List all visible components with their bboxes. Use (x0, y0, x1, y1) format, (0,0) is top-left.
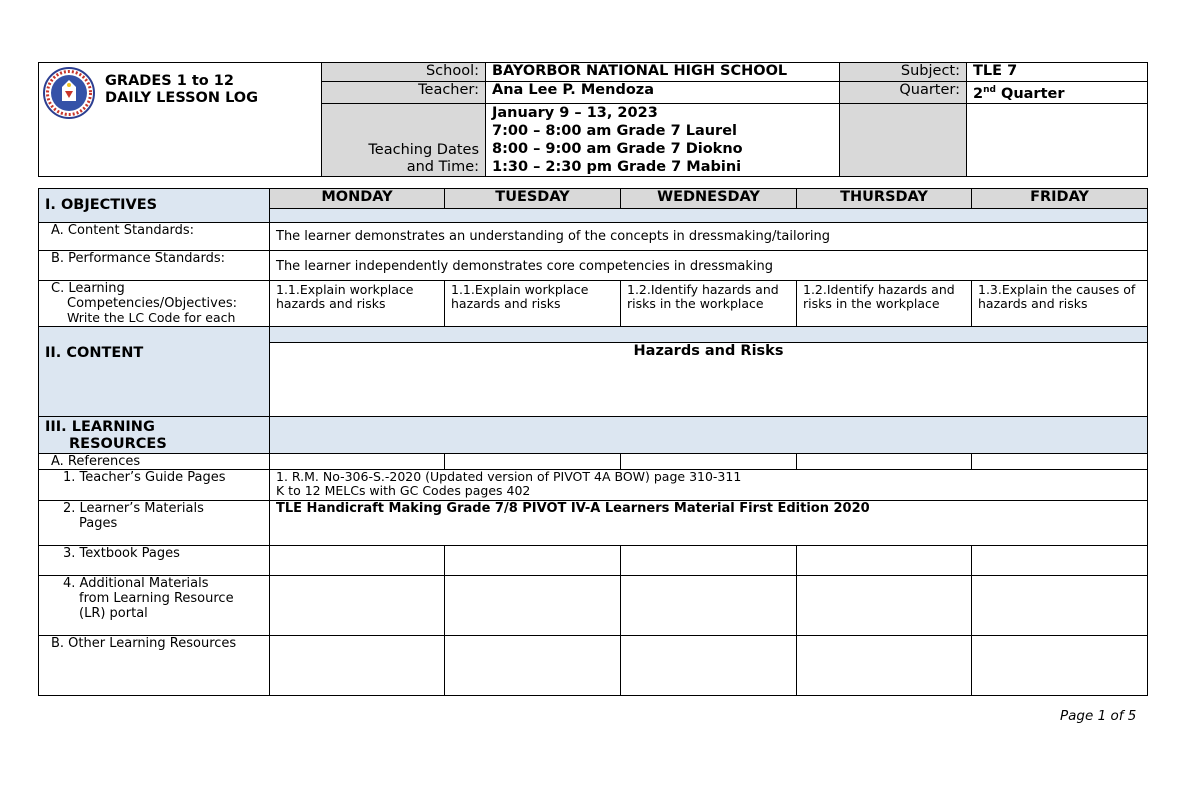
teacher-value: Ana Lee P. Mendoza (486, 82, 840, 104)
lr-heading-2: RESOURCES (69, 436, 167, 452)
objectives-blue-band (270, 209, 1148, 223)
empty-cell (967, 103, 1148, 176)
empty-cell (972, 576, 1148, 636)
school-label: School: (322, 63, 486, 82)
content-blue-band (270, 327, 1148, 343)
empty-cell (972, 636, 1148, 696)
empty-cell (270, 636, 445, 696)
day-monday: MONDAY (270, 189, 445, 209)
empty-cell (972, 546, 1148, 576)
teaching-dates-label-2: and Time: (406, 158, 479, 175)
competency-monday: 1.1.Explain workplace hazards and risks (270, 281, 445, 327)
lm-label-2: Pages (79, 516, 118, 531)
day-friday: FRIDAY (972, 189, 1148, 209)
teaching-dates-value (486, 103, 840, 176)
deped-seal-icon (43, 67, 95, 119)
empty-cell (972, 454, 1148, 470)
content-heading: II. CONTENT (39, 327, 270, 417)
quarter-suffix: nd (983, 85, 996, 95)
am-label-1: 4. Additional Materials (63, 576, 209, 591)
performance-standards-label: B. Performance Standards: (39, 251, 270, 281)
empty-cell (270, 576, 445, 636)
empty-cell (797, 636, 972, 696)
date-line: 1:30 – 2:30 pm Grade 7 Mabini (492, 158, 742, 175)
empty-cell (445, 546, 621, 576)
date-line: 7:00 – 8:00 am Grade 7 Laurel (492, 122, 738, 139)
learning-resources-heading (39, 417, 270, 454)
quarter-label: Quarter: (840, 82, 967, 104)
content-standards-value: The learner demonstrates an understanding of the concepts in dressmaking/tailoring (270, 223, 1148, 251)
day-wednesday: WEDNESDAY (621, 189, 797, 209)
empty-cell (270, 454, 445, 470)
empty-cell (270, 546, 445, 576)
quarter-value (967, 82, 1148, 104)
empty-cell (797, 546, 972, 576)
title-line-1: GRADES 1 to 12 (105, 73, 234, 89)
lc-label-3: Write the LC Code for each (67, 310, 236, 325)
lr-heading-1: III. LEARNING (45, 419, 155, 435)
teaching-dates-label-1: Teaching Dates (368, 141, 479, 158)
competency-tuesday: 1.1.Explain workplace hazards and risks (445, 281, 621, 327)
subject-value: TLE 7 (967, 63, 1148, 82)
empty-cell (621, 454, 797, 470)
title-cell (39, 63, 322, 177)
empty-cell (445, 576, 621, 636)
quarter-word: Quarter (995, 85, 1065, 102)
resources-blue-band (270, 417, 1148, 454)
objectives-heading: I. OBJECTIVES (39, 189, 270, 223)
competency-wednesday: 1.2.Identify hazards and risks in the workplace (621, 281, 797, 327)
textbook-pages-label: 3. Textbook Pages (39, 546, 270, 576)
am-label-3: (LR) portal (79, 606, 148, 621)
date-line: January 9 – 13, 2023 (492, 104, 658, 121)
tg-line-1: 1. R.M. No-306-S.-2020 (Updated version of PIVOT 4A BOW) page 310-311 (276, 469, 742, 484)
learning-competencies-label (39, 281, 270, 327)
empty-cell (445, 454, 621, 470)
learners-materials-label (39, 501, 270, 546)
header-table (38, 62, 1148, 177)
empty-cell (621, 546, 797, 576)
empty-cell (621, 576, 797, 636)
lc-label-2: Competencies/Objectives: (67, 296, 237, 311)
learners-materials-value: TLE Handicraft Making Grade 7/8 PIVOT IV-A Learners Material First Edition 2020 (270, 501, 1148, 546)
empty-cell (445, 636, 621, 696)
teaching-dates-label (322, 103, 486, 176)
content-topic: Hazards and Risks (270, 343, 1148, 417)
am-label-2: from Learning Resource (79, 591, 234, 606)
tg-line-2: K to 12 MELCs with GC Codes pages 402 (276, 483, 531, 498)
teachers-guide-value (270, 470, 1148, 501)
school-value: BAYORBOR NATIONAL HIGH SCHOOL (486, 63, 840, 82)
date-line: 8:00 – 9:00 am Grade 7 Diokno (492, 140, 743, 157)
page-number: Page 1 of 5 (1060, 708, 1137, 724)
subject-label: Subject: (840, 63, 967, 82)
competency-friday: 1.3.Explain the causes of hazards and risks (972, 281, 1148, 327)
lm-label-1: 2. Learner’s Materials (63, 501, 204, 516)
additional-materials-label (39, 576, 270, 636)
day-tuesday: TUESDAY (445, 189, 621, 209)
other-resources-label: B. Other Learning Resources (39, 636, 270, 696)
quarter-number: 2 (973, 85, 984, 102)
empty-cell (797, 454, 972, 470)
empty-cell (621, 636, 797, 696)
content-standards-label: A. Content Standards: (39, 223, 270, 251)
day-thursday: THURSDAY (797, 189, 972, 209)
references-label: A. References (39, 454, 270, 470)
empty-cell (797, 576, 972, 636)
empty-gray-cell (840, 103, 967, 176)
teacher-label: Teacher: (322, 82, 486, 104)
competency-thursday: 1.2.Identify hazards and risks in the workplace (797, 281, 972, 327)
teachers-guide-label: 1. Teacher’s Guide Pages (39, 470, 270, 501)
title-line-2: DAILY LESSON LOG (105, 90, 259, 106)
performance-standards-value: The learner independently demonstrates core competencies in dressmaking (270, 251, 1148, 281)
lesson-log-table (38, 188, 1148, 696)
lc-label-1: C. Learning (51, 281, 125, 296)
